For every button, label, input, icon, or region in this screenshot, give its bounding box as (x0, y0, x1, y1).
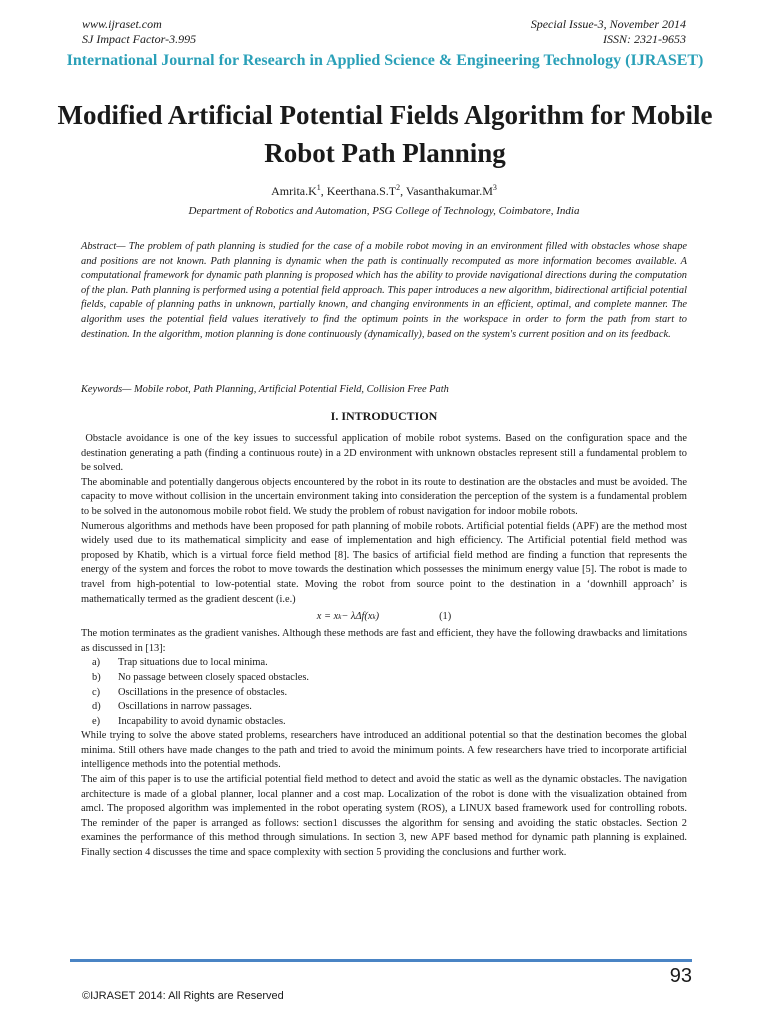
list-text: No passage between closely spaced obstacles. (118, 671, 310, 683)
header-issn: ISSN: 2321-9653 (603, 32, 686, 46)
list-item (92, 686, 687, 701)
paragraph: While trying to solve the above stated problems, researchers have introduced an additional potential so that the destination becomes the global minima. Still others have made changes to the path and tried to avoid the minimum points. A few researchers have tried to incorporate artificial intelligence methods into the potential methods. (81, 730, 687, 771)
header-issue: Special Issue-3, November 2014 (530, 17, 686, 31)
equation-sub: k (372, 613, 376, 622)
limitations-list (81, 656, 687, 729)
paragraph: The abominable and potentially dangerous objects encountered by the robot in its route to destination are the obstacles and must be avoided. The capacity to move without collision in the uncertain environment taking into consideration the perception of the system is a fundamental problem to be solved in the autonomous mobile robot field. We study the problem of robust navigation for indoor mobile robots. (81, 476, 687, 517)
paragraph (81, 432, 687, 476)
paper-title: Modified Artificial Potential Fields Algorithm for Mobile Robot Path Planning (57, 100, 713, 168)
list-item (92, 671, 687, 686)
paragraph-text: Obstacle avoidance is one of the key issues to successful application of mobile robot systems. Based on the configuration space and the destination generating a path (finding a continuous route) in a 2D environment with unknown obstacles represent still a fundamental problem to be solved. (81, 433, 687, 474)
equation-end: ) (375, 611, 380, 623)
copyright-footer: ©IJRASET 2014: All Rights are Reserved (82, 990, 284, 1002)
author-sup: 2 (396, 183, 401, 192)
equation-sub: k (338, 613, 342, 622)
affiliation: Department of Robotics and Automation, PSG College of Technology, Coimbatore, India (188, 205, 580, 217)
author-name: Amrita.K (271, 184, 317, 198)
list-item (92, 656, 687, 671)
list-item (92, 715, 687, 730)
footer-rule (70, 959, 692, 962)
list-item (92, 700, 687, 715)
paragraph: The aim of this paper is to use the artificial potential field method to detect and avoid the static as well as the dynamic obstacles. The navigation architecture is made of a global planner, local planner and a cost map. Localization of the robot is done with the visualization obtained from amcl. The proposed algorithm was implemented in the robot operating system (ROS), a LINUX based framework used for controlling robots. The reminder of the paper is arranged as follows: section1 discusses the algorithm for sensing and avoiding the static obstacles. Section 2 examines the performance of this method through simulations. In section 3, new APF based method for dynamic path planning is explained. Finally section 4 discusses the time and space complexity with section 5 providing the conclusions and further work. (81, 774, 687, 859)
keywords: Keywords— Mobile robot, Path Planning, Artificial Potential Field, Collision Free Path (81, 384, 449, 395)
list-text: Oscillations in narrow passages. (118, 701, 252, 713)
author-name: Vasanthakumar.M (405, 184, 493, 198)
list-text: Incapability to avoid dynamic obstacles. (118, 715, 286, 727)
list-label: e) (92, 715, 101, 727)
list-text: Trap situations due to local minima. (118, 657, 268, 669)
list-label: d) (92, 701, 101, 713)
section-heading: I. INTRODUCTION (330, 409, 438, 423)
list-text: Oscillations in the presence of obstacles. (118, 686, 288, 698)
page-number: 93 (669, 965, 692, 987)
journal-name: International Journal for Research in Applied Science & Engineering Technology (IJRASET) (66, 52, 704, 69)
list-label: c) (92, 686, 101, 698)
author-sup: 3 (492, 183, 497, 192)
header-impact-factor: SJ Impact Factor-3.995 (82, 32, 197, 46)
author-list: $Amrita.K^1$, $Keerthana.S.T^2$, $Vasanthakumar.M^3$ (271, 183, 497, 198)
abstract: Abstract— The problem of path planning is studied for the case of a mobile robot moving in an environment filled with obstacles whose shape and positions are not known. Path planning is dynamic when the path is continually recomputed as more information becomes available. A computational framework for dynamic path planning is proposed which has the ability to provide navigational directions during the computation of the plan. Path planning is performed using a potential field approach. This paper introduces a new algorithm, bidirectional artificial potential fields, capable of planning paths in unknown, partially known, and changing environments in an efficient, optimal, and complete manner. The algorithm uses the potential field values iteratively to find the optimum points in the workspace in order to form the path from start to destination. In the algorithm, motion planning is done continuously (dynamically), based on the system's current position and on its feedback. (81, 241, 687, 340)
equation-lhs: x = x (316, 611, 339, 623)
author-name: Keerthana.S.T (326, 184, 397, 198)
paragraph: Numerous algorithms and methods have been proposed for path planning of mobile robots. Artificial potential fields (APF) are the method most widely used due to its mathematical simplicity and ease of implementation and high efficiency. The Artificial potential field method was proposed by Khatib, which is a virtual force field method [8]. The basics of artificial field method are finding a function that represents the energy of the system and forces the robot to move towards the destination which possesses the minimum energy value [5]. The robot is made to travel from high-potential to low-potential state. Moving the robot from source point to the destination in a ‘downhill approach’ is mathematically termed as the gradient descent (i.e.) (81, 520, 687, 605)
equation-number: (1) (439, 611, 452, 623)
paragraph: The motion terminates as the gradient vanishes. Although these methods are fast and efficient, they have the following drawbacks and limitations as discussed in [13]: (81, 628, 687, 654)
equation (81, 608, 687, 626)
list-label: a) (92, 657, 101, 669)
equation-mid: − λΔf(x (341, 611, 373, 623)
header-website: www.ijraset.com (82, 17, 162, 31)
list-label: b) (92, 671, 101, 683)
body-text (81, 432, 687, 861)
author-sup: 1 (316, 183, 321, 192)
